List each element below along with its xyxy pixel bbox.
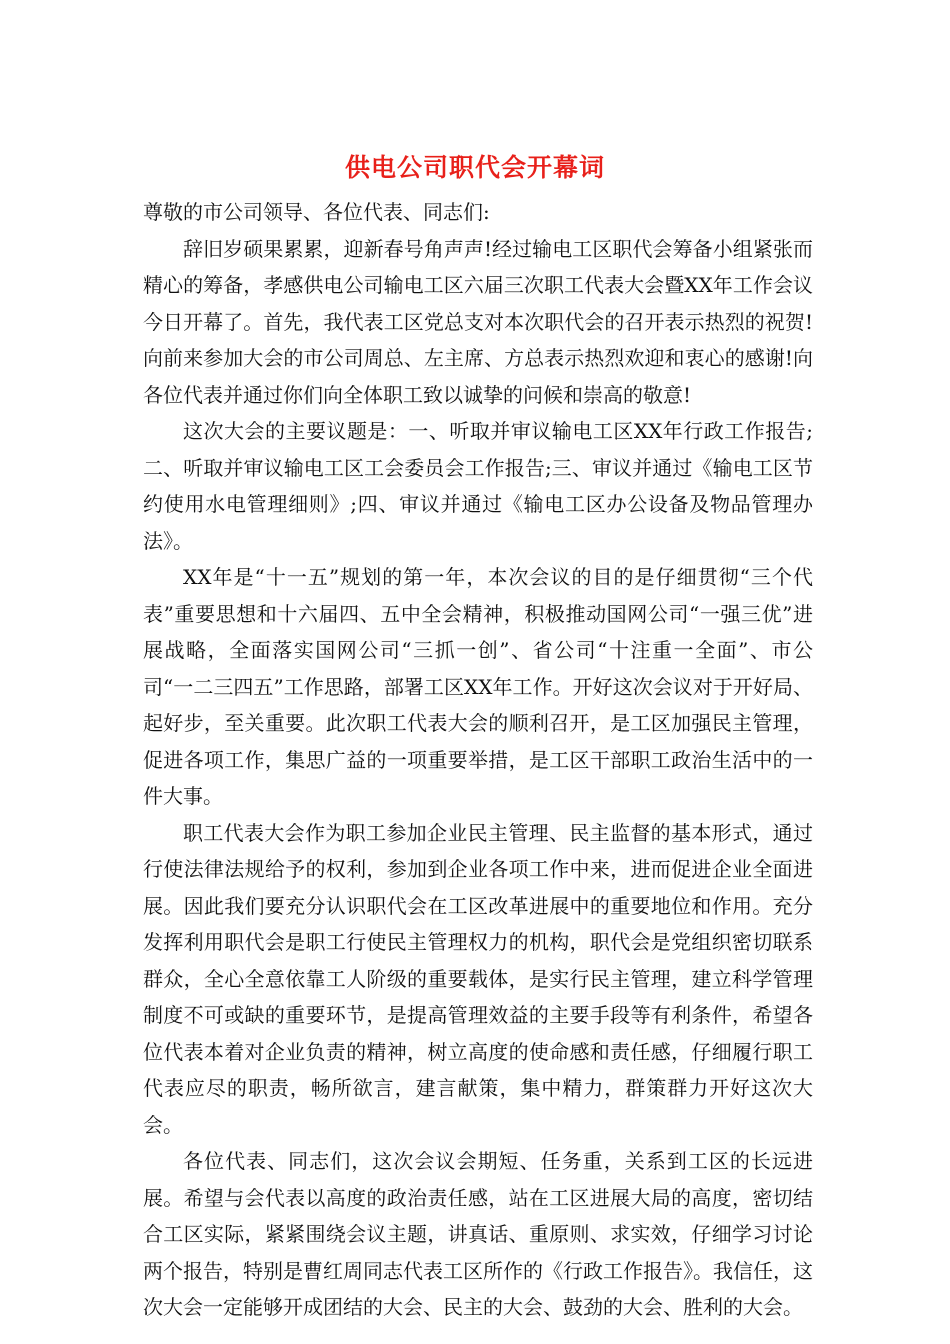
salutation: 尊敬的市公司领导、各位代表、同志们: (143, 200, 490, 224)
document-title: 供电公司职代会开幕词 (344, 153, 605, 182)
paragraph: 职工代表大会作为职工参加企业民主管理、民主监督的基本形式，通过行使法律法规给予的权利，参加到企业各项工作中来，进而促进企业全面进展。因此我们要充分认识职代会在工区改革进展中的重要地位和作用。充分发挥利用职代会是职工行使民主管理权力的机构，职代会是党组织密切联系群众，全心全意依靠工人阶级的重要载体，是实行民主管理，建立科学管理制度不可或缺的重要环节，是提高管理效益的主要手段等有利条件，希望各位代表本着对企业负责的精神，树立高度的使命感和责任感，仔细履行职工代表应尽的职责，畅所欲言，建言献策，集中精力，群策群力开好这次大会。 (143, 820, 813, 1137)
paragraph: 这次大会的主要议题是：一、听取并审议输电工区XX年行政工作报告;二、听取并审议输电工区工会委员会工作报告;三、审议并通过《输电工区节约使用水电管理细则》;四、审议并通过《输电工区办公设备及物品管理办法》。 (143, 419, 813, 553)
paragraph: 辞旧岁硕果累累，迎新春号角声声!经过输电工区职代会筹备小组紧张而精心的筹备，孝感供电公司输电工区六届三次职工代表大会暨XX年工作会议今日开幕了。首先，我代表工区党总支对本次职代会的召开表示热烈的祝贺!向前来参加大会的市公司周总、左主席、方总表示热烈欢迎和衷心的感谢!向各位代表并通过你们向全体职工致以诚挚的问候和崇高的敬意! (143, 236, 813, 407)
paragraph: XX年是“十一五”规划的第一年，本次会议的目的是仔细贯彻“三个代表”重要思想和十六届四、五中全会精神，积极推动国网公司“一强三优”进展战略，全面落实国网公司“三抓一创”、省公司“十注重一全面”、市公司“一二三四五”工作思路，部署工区XX年工作。开好这次会议对于开好局、起好步，至关重要。此次职工代表大会的顺利召开，是工区加强民主管理，促进各项工作，集思广益的一项重要举措，是工区干部职工政治生活中的一件大事。 (143, 565, 813, 808)
paragraph: 各位代表、同志们，这次会议会期短、任务重，关系到工区的长远进展。希望与会代表以高度的政治责任感，站在工区进展大局的高度，密切结合工区实际，紧紧围绕会议主题，讲真话、重原则、求实效，仔细学习讨论两个报告，特别是曹红周同志代表工区所作的《行政工作报告》。我信任，这次大会一定能够开成团结的大会、民主的大会、鼓劲的大会、胜利的大会。 (143, 1149, 813, 1319)
document-body (143, 194, 813, 1326)
